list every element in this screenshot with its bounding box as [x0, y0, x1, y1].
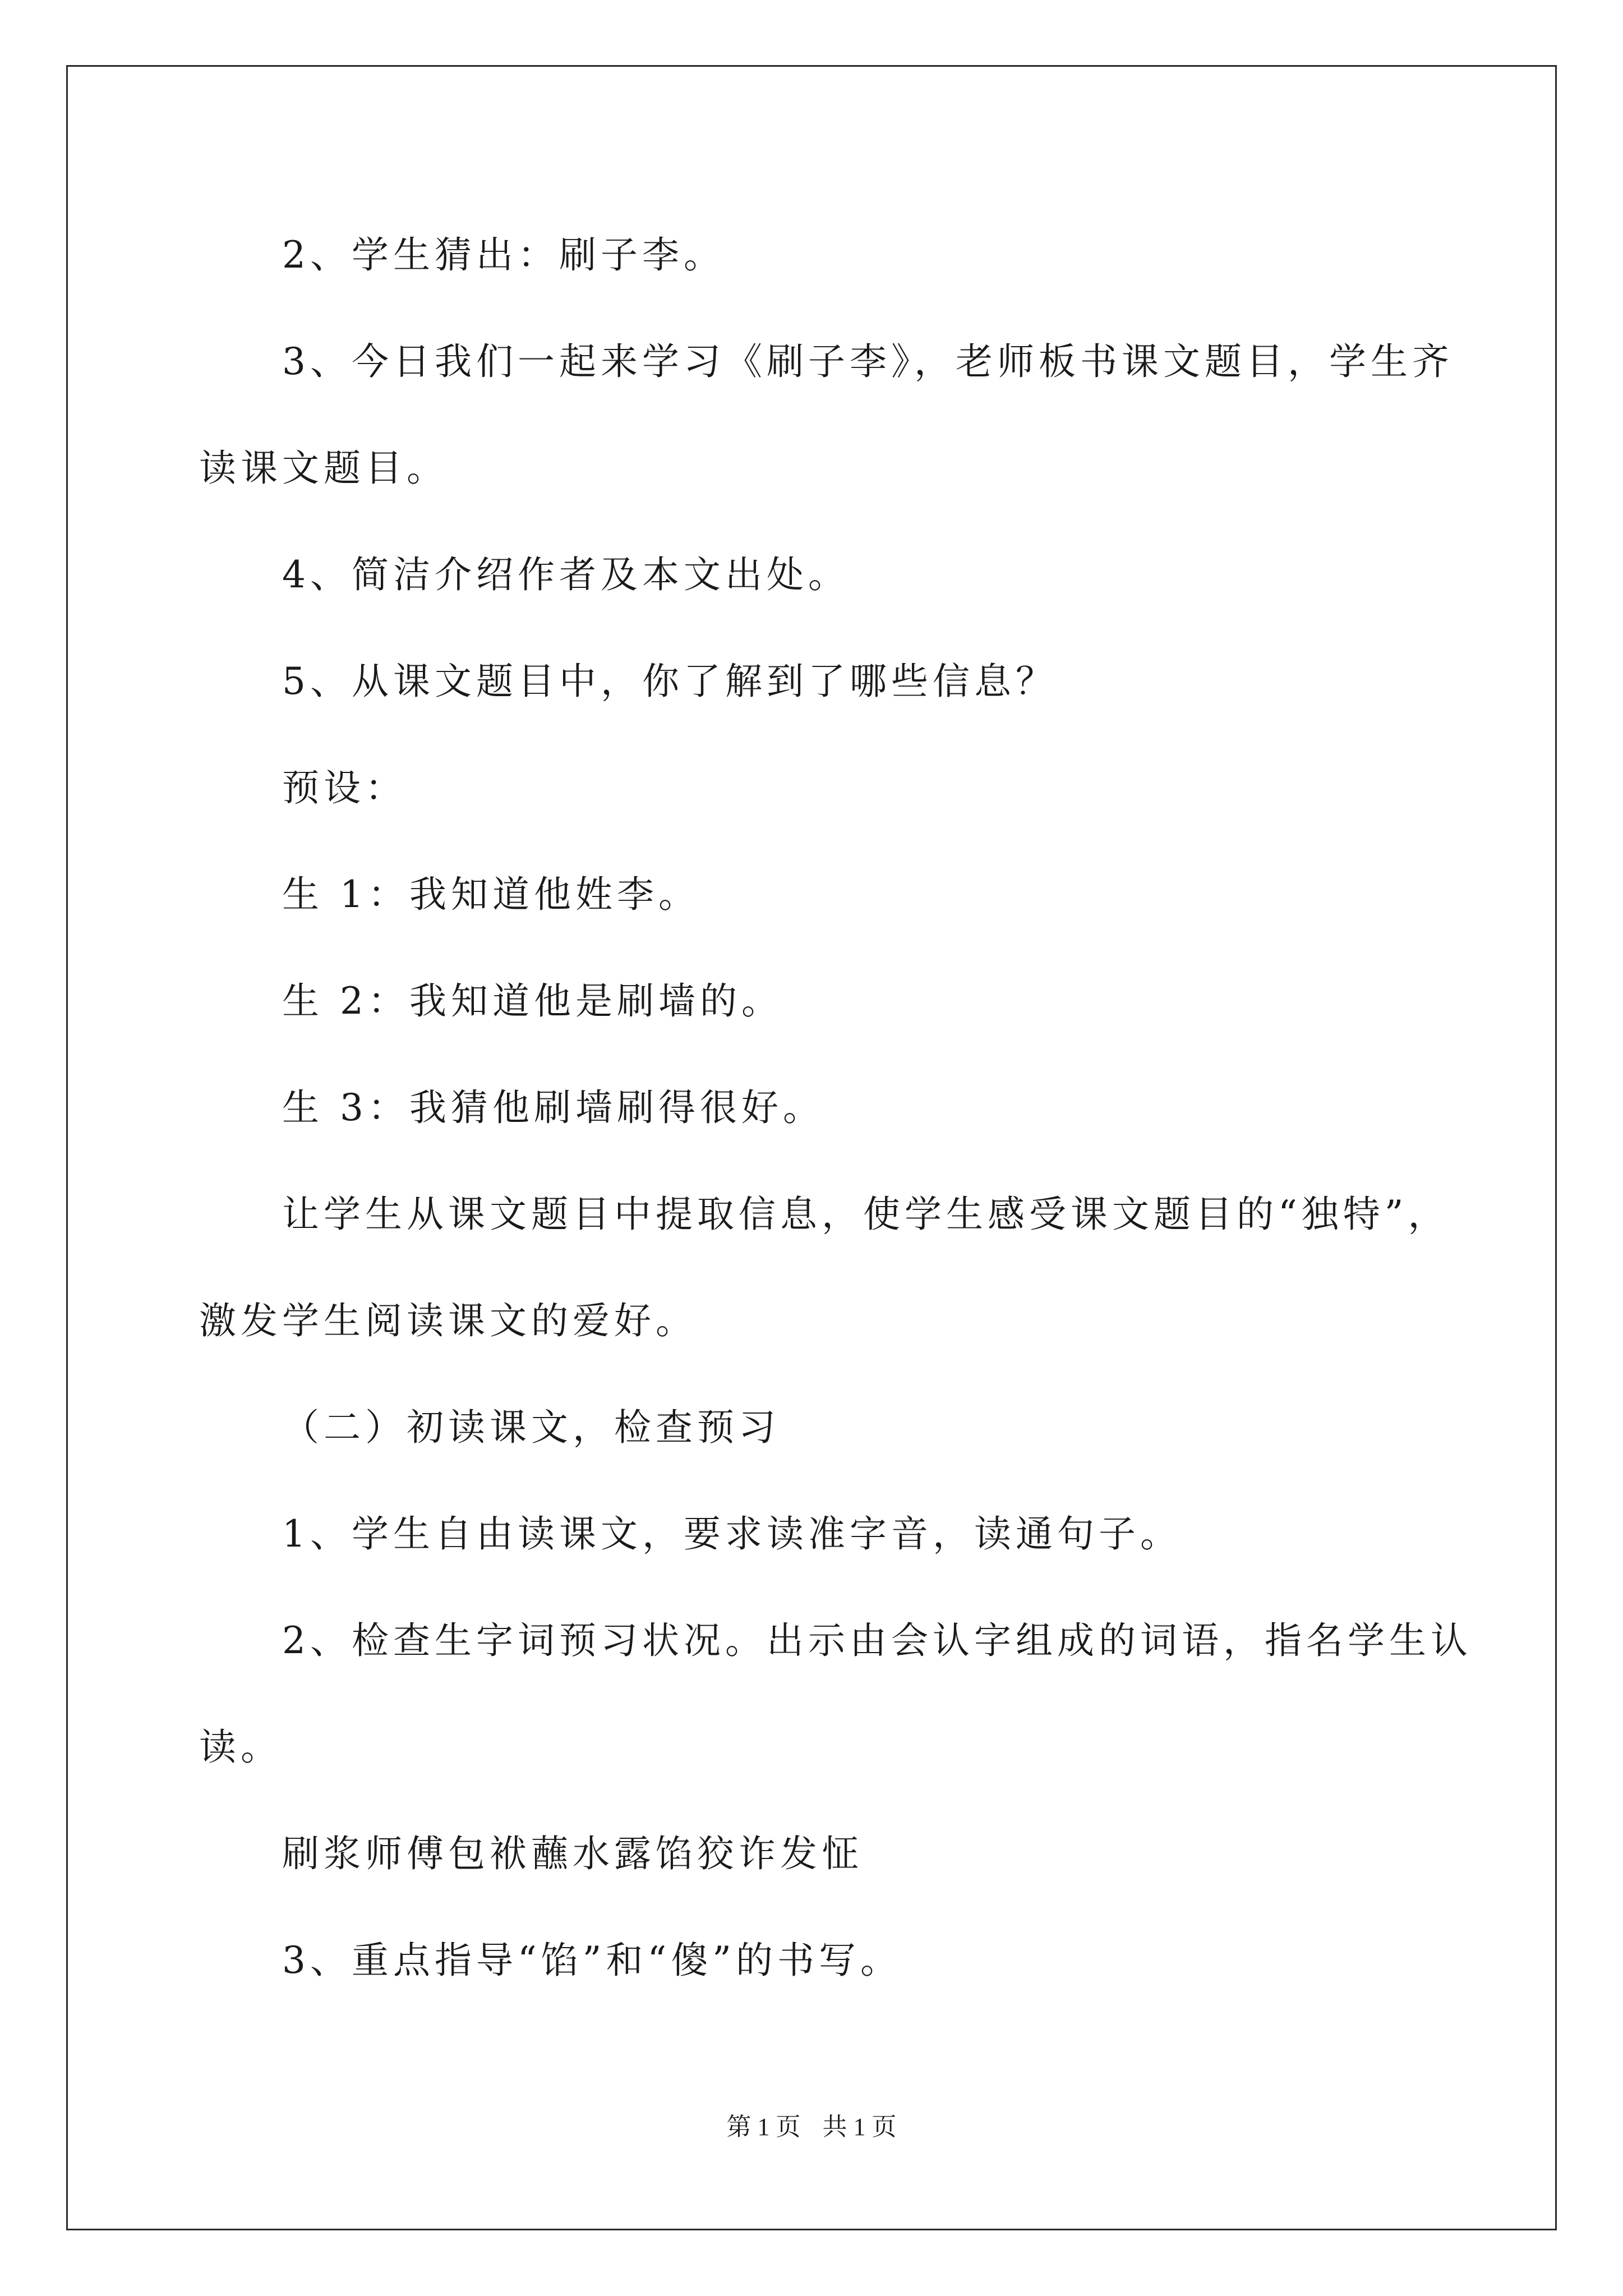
paragraph: 2、检查生字词预习状况。出示由会认字组成的词语，指名学生认: [282, 1619, 1472, 1662]
page-total: 共 1 页: [822, 2113, 897, 2141]
paragraph: 预设：: [282, 766, 407, 809]
paragraph: 1、学生自由读课文，要求读准字音，读通句子。: [282, 1512, 1182, 1556]
paragraph: 读。: [199, 1726, 282, 1769]
paragraph: 4、简洁介绍作者及本文出处。: [282, 553, 850, 596]
page-footer: [0, 2106, 1623, 2142]
page-number: 第 1 页: [726, 2113, 801, 2141]
paragraph: 激发学生阅读课文的爱好。: [199, 1299, 697, 1342]
vocabulary-list: 刷浆师傅包袱蘸水露馅狡诈发怔: [282, 1832, 863, 1875]
paragraph: 2、学生猜出：刷子李。: [282, 233, 725, 277]
document-body: [199, 202, 1472, 2014]
paragraph: 读课文题目。: [199, 447, 448, 490]
paragraph: 生 1：我知道他姓李。: [282, 873, 700, 916]
paragraph: 生 3：我猜他刷墙刷得很好。: [282, 1086, 824, 1129]
paragraph: 3、重点指导“馅”和“傻”的书写。: [282, 1939, 902, 1982]
paragraph: 5、从课文题目中，你了解到了哪些信息？: [282, 660, 1057, 703]
paragraph: 3、今日我们一起来学习《刷子李》，老师板书课文题目，学生齐: [282, 340, 1454, 383]
paragraph: 让学生从课文题目中提取信息，使学生感受课文题目的“独特”，: [282, 1193, 1450, 1236]
section-heading: （二）初读课文，检查预习: [282, 1406, 780, 1449]
paragraph: 生 2：我知道他是刷墙的。: [282, 979, 783, 1023]
